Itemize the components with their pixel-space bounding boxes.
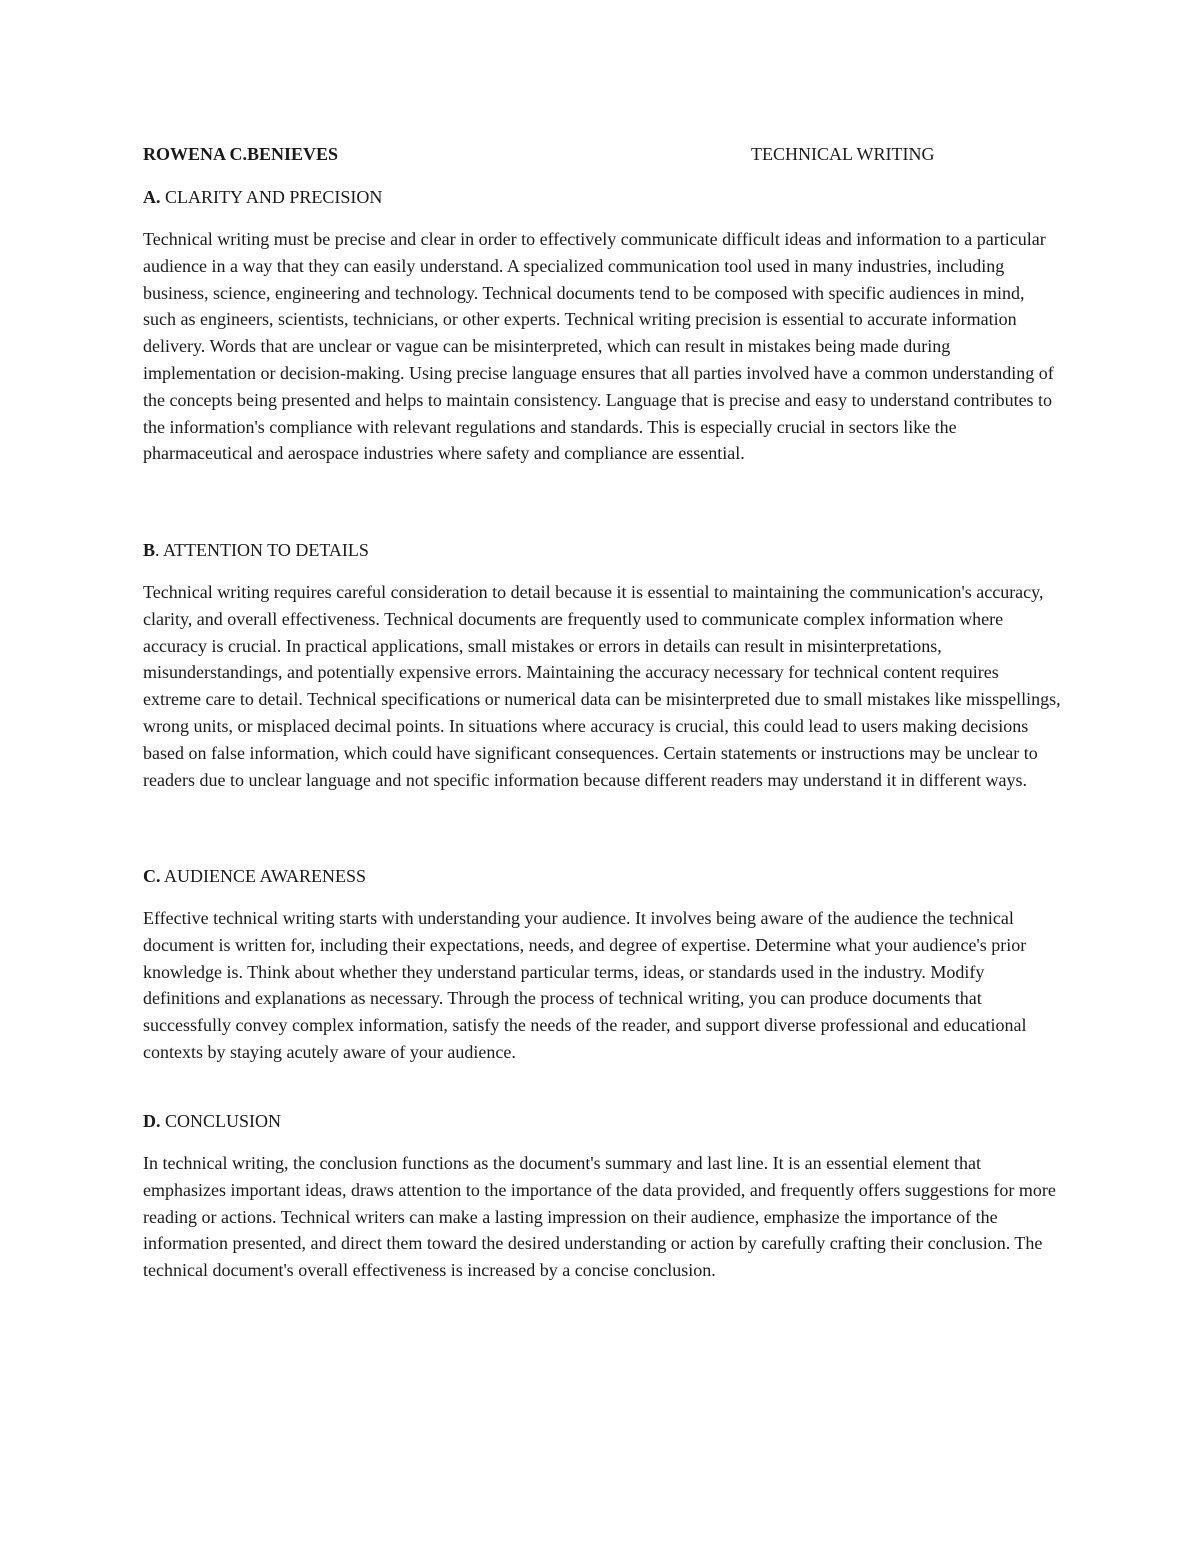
section-letter: D. [143, 1111, 161, 1131]
section-heading-details [143, 537, 369, 564]
section-title: CLARITY AND PRECISION [160, 187, 383, 207]
section-heading-conclusion [143, 1108, 281, 1135]
section-body-details: Technical writing requires careful consideration to detail because it is essential to maintaining the communication's accuracy, clarity, and overall effectiveness. Technical documents are frequently used to communicate complex information where accuracy is crucial. In practical applications, small mistakes or errors in details can result in misinterpretations, misunderstandings, and potentially expensive errors. Maintaining the accuracy necessary for technical content requires extreme care to detail. Technical specifications or numerical data can be misinterpreted due to small mistakes like misspellings, wrong units, or misplaced decimal points. In situations where accuracy is crucial, this could lead to users making decisions based on false information, which could have significant consequences. Certain statements or instructions may be unclear to readers due to unclear language and not specific information because different readers may understand it in different ways. [143, 582, 1061, 790]
section-body-clarity: Technical writing must be precise and clear in order to effectively communicate difficult ideas and information to a particular audience in a way that they can easily understand. A specialized communication tool used in many industries, including business, science, engineering and technology. Technical documents tend to be composed with specific audiences in mind, such as engineers, scientists, technicians, or other experts. Technical writing precision is essential to accurate information delivery. Words that are unclear or vague can be misinterpreted, which can result in mistakes being made during implementation or decision-making. Using precise language ensures that all parties involved have a common understanding of the concepts being presented and helps to maintain consistency. Language that is precise and easy to understand contributes to the information's compliance with relevant regulations and standards. This is especially crucial in sectors like the pharmaceutical and aerospace industries where safety and compliance are essential. [143, 229, 1054, 464]
section-title: AUDIENCE AWARENESS [160, 866, 367, 886]
section-body-conclusion: In technical writing, the conclusion functions as the document's summary and last line. It is an essential element that emphasizes important ideas, draws attention to the importance of the data provided, and frequently offers suggestions for more reading or actions. Technical writers can make a lasting impression on their audience, emphasize the importance of the information presented, and direct them toward the desired understanding or action by carefully crafting their conclusion. The technical document's overall effectiveness is increased by a concise conclusion. [143, 1153, 1056, 1281]
section-body-audience: Effective technical writing starts with understanding your audience. It involves being aware of the audience the technical document is written for, including their expectations, needs, and degree of expertise. Determine what your audience's prior knowledge is. Think about whether they understand particular terms, ideas, or standards used in the industry. Modify definitions and explanations as necessary. Through the process of technical writing, you can produce documents that successfully convey complex information, satisfy the needs of the reader, and support diverse professional and educational contexts by staying acutely aware of your audience. [143, 908, 1027, 1062]
section-title: . ATTENTION TO DETAILS [155, 540, 369, 560]
section-letter: B [143, 540, 156, 560]
section-title: CONCLUSION [160, 1111, 282, 1131]
author-name: ROWENA C.BENIEVES [143, 144, 339, 164]
section-heading-audience [143, 863, 366, 890]
document-subject: TECHNICAL WRITING [751, 144, 935, 164]
section-letter: A. [143, 187, 161, 207]
section-letter: C. [143, 866, 161, 886]
section-heading-clarity [143, 184, 382, 211]
